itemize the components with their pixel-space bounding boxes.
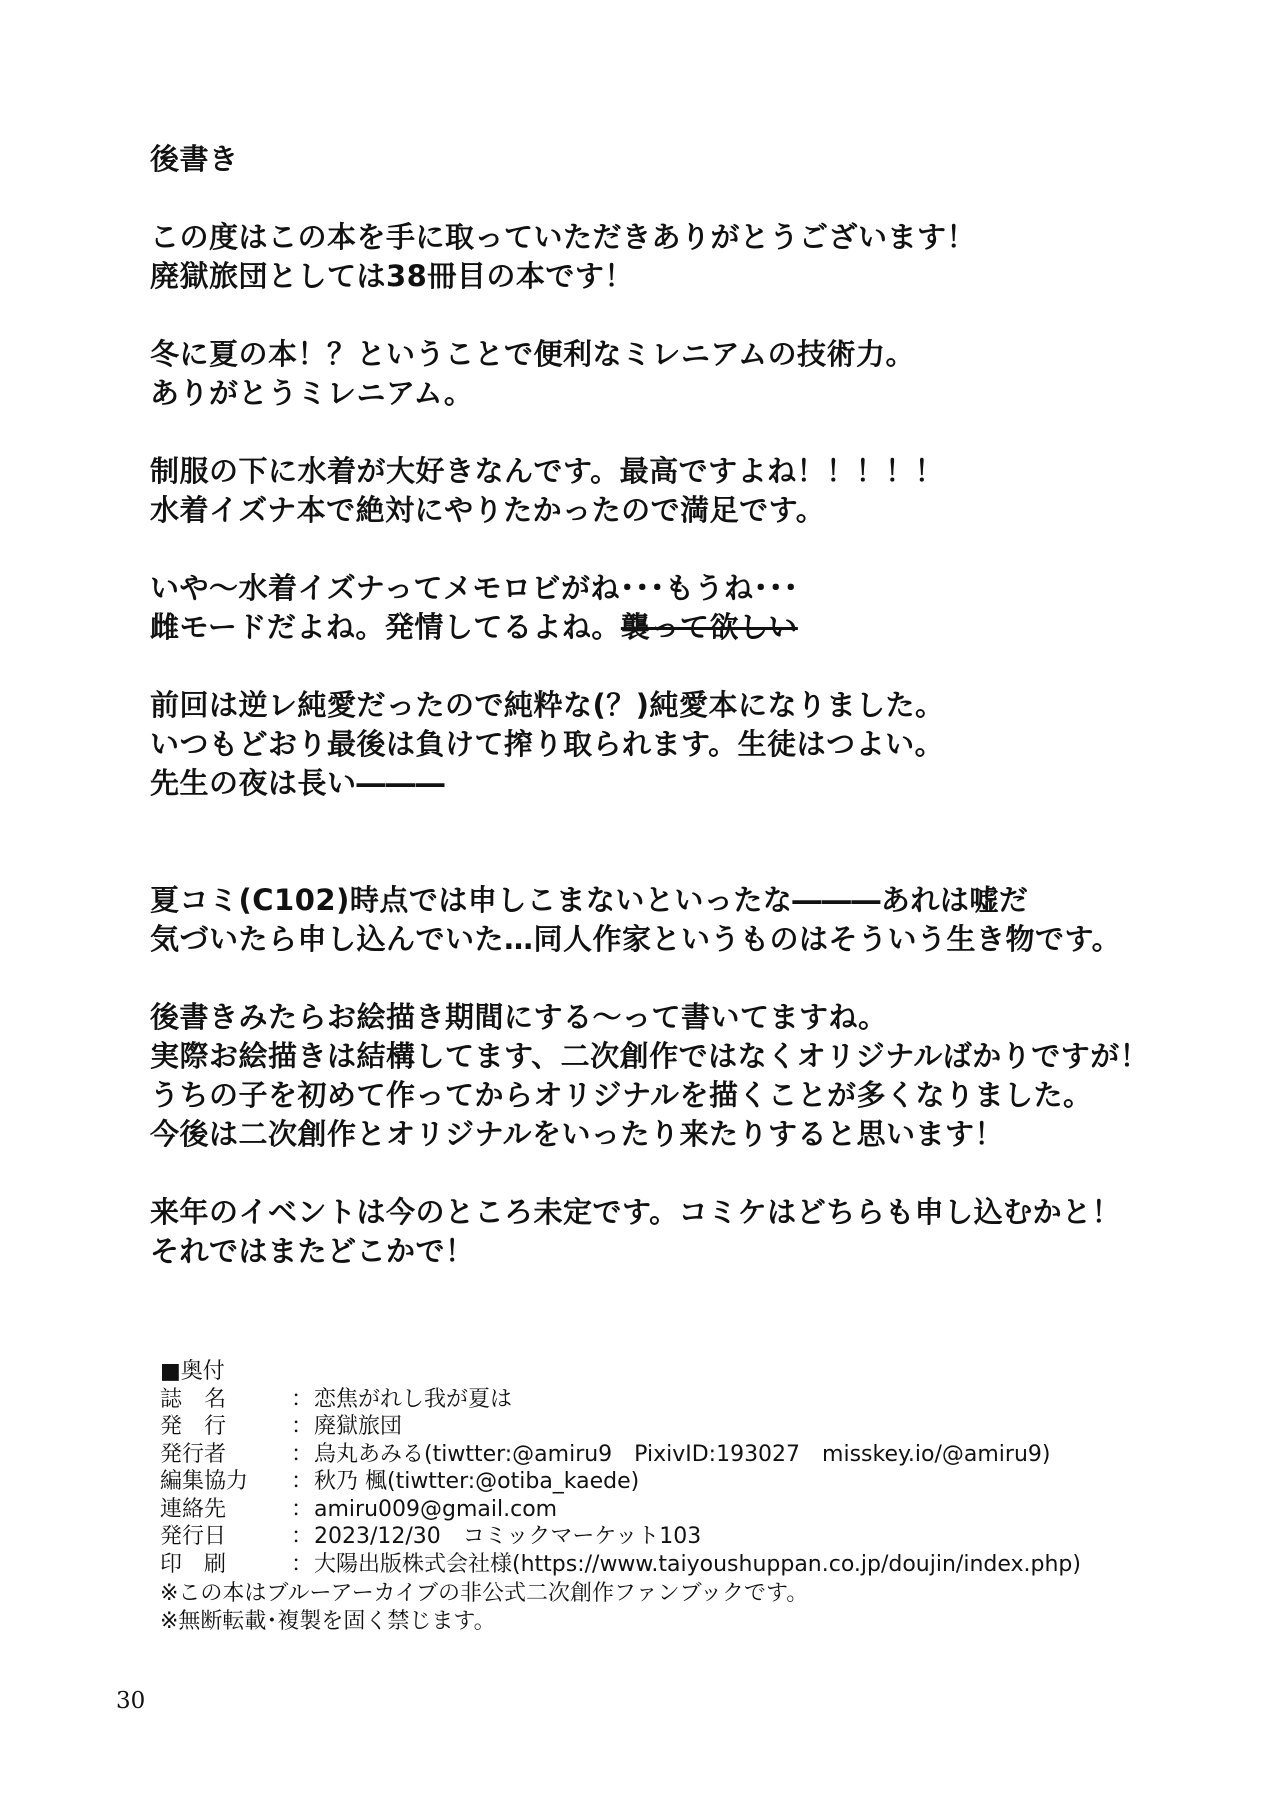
note-line: ※無断転載･複製を固く禁じます。 — [160, 1609, 496, 1634]
colophon — [160, 1358, 1240, 1578]
afterword-line: 今後は二次創作とオリジナルをいったり来たりすると思います！ — [150, 1117, 1005, 1151]
afterword-paragraph — [150, 1193, 1230, 1271]
afterword-line: 先生の夜は長い――― — [150, 766, 446, 800]
colophon-value: 秋乃 楓(tiwtter:@otiba_kaede) — [314, 1469, 640, 1494]
afterword-paragraph — [150, 218, 1230, 296]
afterword-line: この度はこの本を手に取っていただきありがとうございます！ — [150, 220, 977, 254]
afterword-line: いつもどおり最後は負けて搾り取られます。生徒はつよい。 — [150, 727, 945, 761]
colophon-row-editor — [160, 1468, 1240, 1496]
afterword-line-plain-part: 雌モードだよね。発情してるよね。 — [150, 610, 621, 644]
colophon-label: 印 刷 — [160, 1551, 227, 1577]
afterword-line: ありがとうミレニアム。 — [150, 376, 474, 410]
afterword-paragraph — [150, 686, 1230, 803]
afterword-line: うちの子を初めて作ってからオリジナルを描くことが多くなりました。 — [150, 1078, 1093, 1112]
colophon-label: 編集協力 — [160, 1469, 249, 1494]
afterword-paragraph — [150, 452, 1230, 530]
colophon-row-publisher — [160, 1413, 1240, 1441]
colophon-colon: ： — [290, 1551, 313, 1577]
colophon-label: 誌 名 — [160, 1386, 227, 1412]
notes — [160, 1580, 808, 1636]
afterword-line-with-strikethrough — [150, 608, 1230, 647]
colophon-row-issuer — [160, 1441, 1240, 1469]
afterword-line: いや～水着イズナってメモロビがね･･･もうね･･･ — [150, 571, 799, 605]
colophon-value: 2023/12/30 コミックマーケット103 — [314, 1524, 702, 1549]
afterword-line: 気づいたら申し込んでいた…同人作家というものはそういう生き物です。 — [150, 922, 1122, 956]
afterword-line: 来年のイベントは今のところ未定です。コミケはどちらも申し込むかと！ — [150, 1195, 1122, 1229]
afterword-paragraph — [150, 335, 1230, 413]
colophon-label: 発行者 — [160, 1441, 227, 1467]
afterword-line: 冬に夏の本！？ということで便利なミレニアムの技術力。 — [150, 337, 915, 371]
colophon-row-date — [160, 1523, 1240, 1551]
colophon-value: 大陽出版株式会社様(https://www.taiyoushuppan.co.jp/doujin/index.php) — [314, 1551, 1081, 1577]
afterword-section — [150, 140, 1230, 1310]
colophon-colon: ： — [290, 1386, 313, 1412]
afterword-line: 実際お絵描きは結構してます、二次創作ではなくオリジナルばかりですが！ — [150, 1039, 1150, 1073]
afterword-line: 廃獄旅団としては38冊目の本です！ — [150, 259, 634, 293]
colophon-row-contact — [160, 1496, 1240, 1524]
afterword-line: 前回は逆レ純愛だったので純粋な(？)純愛本になりました。 — [150, 688, 945, 722]
colophon-value: 烏丸あみる(tiwtter:@amiru9 PixivID:193027 misskey.io/@amiru9) — [314, 1441, 1051, 1467]
colophon-value: 廃獄旅団 — [314, 1414, 403, 1439]
colophon-row-title — [160, 1386, 1240, 1414]
colophon-label: 発 行 — [160, 1414, 227, 1439]
page-number: 30 — [116, 1688, 146, 1714]
note-line: ※この本はブルーアーカイブの非公式二次創作ファンブックです。 — [160, 1581, 809, 1606]
colophon-colon: ： — [290, 1496, 313, 1522]
colophon-colon: ： — [290, 1469, 313, 1494]
colophon-colon: ： — [290, 1524, 313, 1549]
afterword-line: 制服の下に水着が大好きなんです。最高ですよね！！！！！ — [150, 454, 945, 488]
afterword-line: 後書きみたらお絵描き期間にする～って書いてますね。 — [150, 1000, 888, 1034]
colophon-label: 連絡先 — [160, 1496, 227, 1522]
colophon-label: 発行日 — [160, 1524, 227, 1549]
colophon-row-printer — [160, 1551, 1240, 1579]
colophon-title: ■奥付 — [160, 1359, 225, 1384]
afterword-paragraph — [150, 998, 1230, 1154]
colophon-colon: ： — [290, 1441, 313, 1467]
afterword-paragraph — [150, 569, 1230, 647]
colophon-value: 恋焦がれし我が夏は — [314, 1386, 513, 1412]
colophon-value: amiru009@gmail.com — [314, 1496, 558, 1522]
struck-through-text: 襲って欲しい — [620, 610, 798, 644]
colophon-colon: ： — [290, 1414, 313, 1439]
afterword-line: 水着イズナ本で絶対にやりたかったので満足です。 — [150, 493, 826, 527]
afterword-paragraph — [150, 881, 1230, 959]
afterword-line: それではまたどこかで！ — [150, 1234, 475, 1268]
afterword-heading: 後書き — [150, 142, 239, 176]
afterword-line: 夏コミ(C102)時点では申しこまないといったな―――あれは嘘だ — [150, 883, 1029, 917]
